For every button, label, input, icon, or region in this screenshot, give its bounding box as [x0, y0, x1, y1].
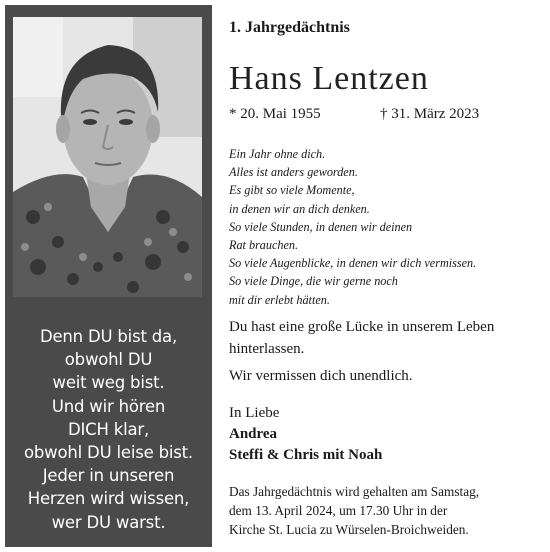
- right-poem-line: mit dir erlebt hätten.: [229, 292, 330, 307]
- right-poem-line: Alles ist anders geworden.: [229, 165, 358, 180]
- portrait-image: [13, 17, 202, 297]
- left-poem-line: Herzen wird wissen,: [27, 489, 190, 509]
- right-poem-line: Ein Jahr ohne dich.: [229, 147, 326, 161]
- notice-line: Das Jahrgedächtnis wird gehalten am Samstag,: [229, 484, 480, 499]
- left-poem-line: Und wir hören: [51, 396, 166, 416]
- left-poem-line: wer DU warst.: [51, 512, 166, 532]
- signature-intro: In Liebe: [229, 405, 280, 421]
- portrait-photo: [13, 17, 202, 297]
- death-date: † 31. März 2023: [380, 106, 480, 122]
- left-poem-line: DICH klar,: [67, 419, 150, 439]
- right-poem-line: So viele Augenblicke, in denen wir dich vermissen.: [229, 256, 477, 271]
- right-poem-line: So viele Dinge, die wir gerne noch: [229, 274, 398, 289]
- notice-line: Kirche St. Lucia zu Würselen-Broichweiden.: [229, 522, 469, 537]
- left-poem-line: Jeder in unseren: [42, 466, 175, 486]
- loss-paragraph: Du hast eine große Lücke in unserem Leben hinterlassen.: [229, 319, 495, 357]
- left-poem-line: weit weg bist.: [52, 373, 165, 393]
- left-poem-line: obwohl DU: [64, 350, 153, 370]
- birth-date: * 20. Mai 1955: [229, 106, 321, 122]
- anniversary-heading: 1. Jahrgedächtnis: [229, 19, 350, 36]
- deceased-name: Hans Lentzen: [229, 60, 429, 97]
- notice-line: dem 13. April 2024, um 17.30 Uhr in der: [229, 503, 448, 518]
- right-poem-line: in denen wir an dich denken.: [229, 201, 370, 216]
- signature-name: Steffi & Chris mit Noah: [229, 447, 383, 463]
- right-poem: [229, 145, 476, 309]
- left-poem: [5, 325, 212, 534]
- service-notice: [229, 482, 544, 539]
- right-poem-line: Es gibt so viele Momente,: [229, 183, 355, 198]
- right-poem-line: Rat brauchen.: [229, 238, 299, 253]
- left-poem-line: Denn DU bist da,: [39, 327, 178, 346]
- right-poem-line: So viele Stunden, in denen wir deinen: [229, 219, 413, 234]
- signature-name: Andrea: [229, 426, 278, 442]
- miss-paragraph: Wir vermissen dich unendlich.: [229, 368, 413, 384]
- left-poem-line: obwohl DU leise bist.: [24, 443, 193, 463]
